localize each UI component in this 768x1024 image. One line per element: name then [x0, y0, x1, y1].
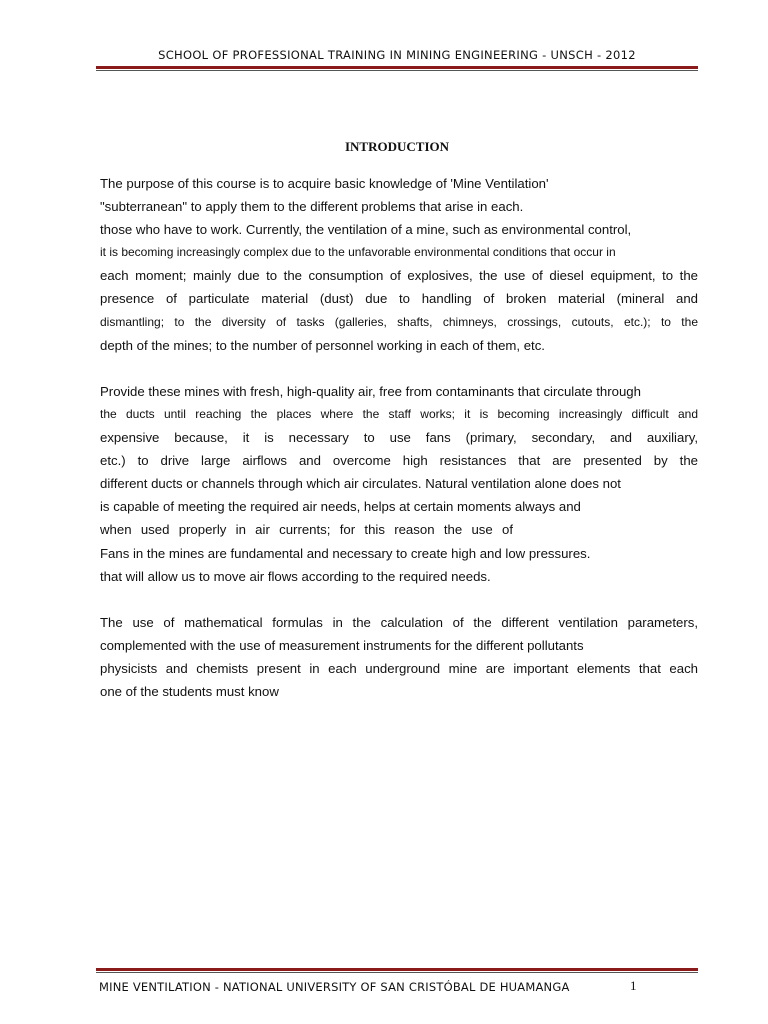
paragraph-line: is capable of meeting the required air needs, helps at certain moments always and: [100, 499, 581, 515]
paragraph-line: presence of particulate material (dust) due to handling of broken material (mineral and: [100, 291, 698, 307]
paragraph-line: that will allow us to move air flows according to the required needs.: [100, 568, 491, 584]
paragraph-line: different ducts or channels through which air circulates. Natural ventilation alone does not: [100, 476, 621, 492]
paragraph-line: etc.) to drive large airflows and overcome high resistances that are presented by the: [100, 453, 698, 469]
paragraph-line: depth of the mines; to the number of personnel working in each of them, etc.: [100, 337, 545, 353]
header-rule: [96, 66, 698, 71]
paragraph-line: it is becoming increasingly complex due to the unfavorable environmental conditions that occur in: [100, 245, 616, 260]
page-header-title: SCHOOL OF PROFESSIONAL TRAINING IN MINING ENGINEERING - UNSCH - 2012: [158, 48, 636, 62]
paragraph-line: when used properly in air currents; for this reason the use of: [100, 522, 513, 538]
paragraph-spacer: [100, 588, 698, 611]
paragraph-line: each moment; mainly due to the consumption of explosives, the use of diesel equipment, to the: [100, 268, 698, 284]
paragraph-line: the ducts until reaching the places where the staff works; it is becoming increasingly difficult and: [100, 406, 698, 421]
paragraph-line: The use of mathematical formulas in the calculation of the different ventilation parameters,: [100, 614, 698, 630]
paragraph-line: The purpose of this course is to acquire basic knowledge of 'Mine Ventilation': [100, 176, 549, 191]
paragraph-line: expensive because, it is necessary to use fans (primary, secondary, and auxiliary,: [100, 430, 698, 446]
paragraph-line: Provide these mines with fresh, high-quality air, free from contaminants that circulate through: [100, 383, 641, 399]
paragraph-line: "subterranean" to apply them to the different problems that arise in each.: [100, 199, 524, 215]
paragraph-line: those who have to work. Currently, the ventilation of a mine, such as environmental control,: [100, 222, 632, 238]
paragraph-line: Fans in the mines are fundamental and necessary to create high and low pressures.: [100, 545, 591, 561]
page-footer-text: MINE VENTILATION - NATIONAL UNIVERSITY OF SAN CRISTÓBAL DE HUAMANGA: [99, 980, 570, 994]
section-heading: INTRODUCTION: [344, 139, 449, 154]
paragraph-line: physicists and chemists present in each underground mine are important elements that each: [100, 660, 698, 676]
paragraph-3: [100, 611, 698, 703]
paragraph-line: one of the students must know: [100, 684, 279, 700]
paragraph-line: dismantling; to the diversity of tasks (galleries, shafts, chimneys, crossings, cutouts, etc.); to the: [100, 314, 698, 329]
footer-rule: [96, 968, 698, 973]
paragraph-1: [100, 172, 698, 357]
paragraph-spacer: [100, 357, 698, 380]
page-number: 1: [630, 978, 637, 993]
paragraph-2: [100, 380, 698, 588]
body-text: [100, 172, 698, 703]
paragraph-line: complemented with the use of measurement instruments for the different pollutants: [100, 637, 584, 653]
